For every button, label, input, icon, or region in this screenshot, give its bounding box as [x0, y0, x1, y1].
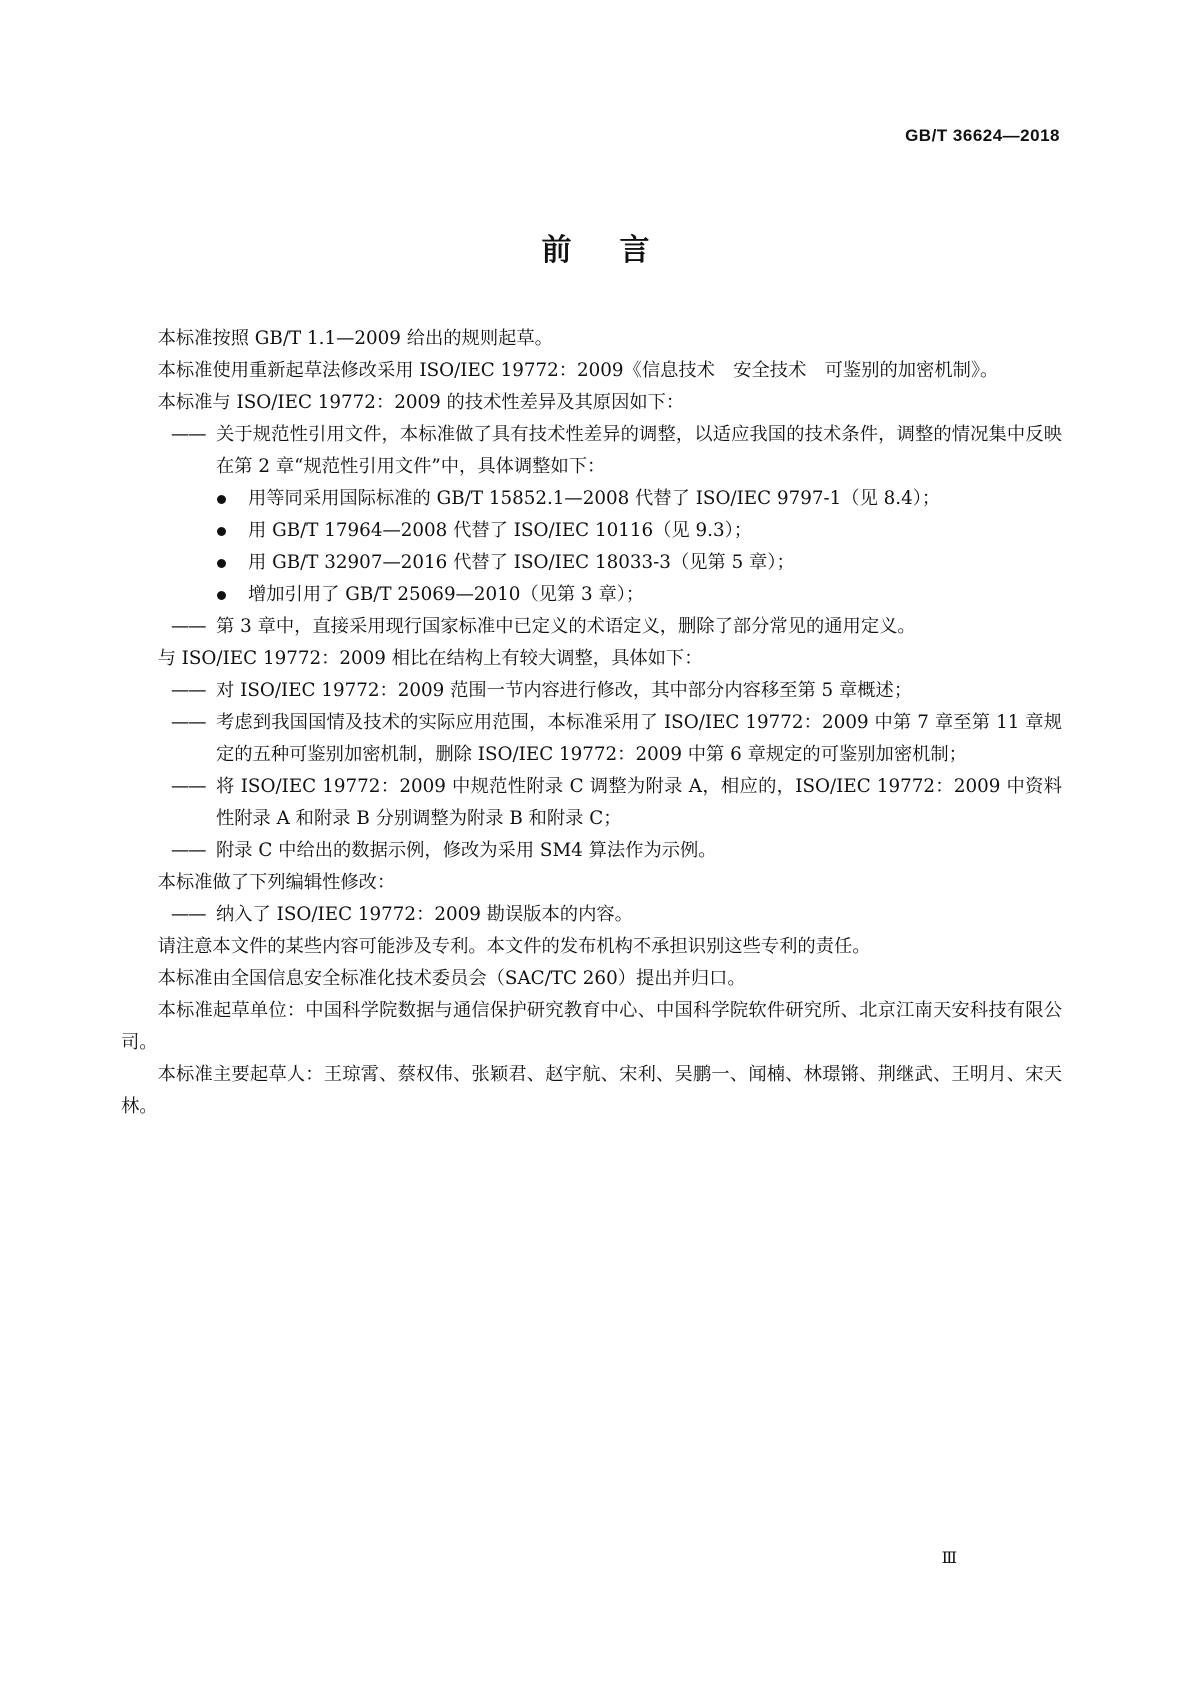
page-title: 前言 — [541, 233, 698, 268]
dash-list-item — [121, 611, 1062, 643]
paragraph: 本标准使用重新起草法修改采用 ISO/IEC 19772：2009《信息技术 安全技术 可鉴别的加密机制》。 — [157, 360, 999, 381]
bullet-item-text: 用 GB/T 17964—2008 代替了 ISO/IEC 10116（见 9.3）； — [248, 520, 752, 541]
dash-mark: —— — [171, 616, 206, 637]
dash-item-text: 纳入了 ISO/IEC 19772：2009 勘误版本的内容。 — [216, 904, 633, 925]
paragraph: 本标准由全国信息安全标准化技术委员会（SAC/TC 260）提出并归口。 — [157, 968, 746, 989]
paragraph: 请注意本文件的某些内容可能涉及专利。本文件的发布机构不承担识别这些专利的责任。 — [157, 936, 871, 957]
paragraph: 本标准主要起草人：王琼霄、蔡权伟、张颖君、赵宇航、宋利、吴鹏一、闻楠、林璟锵、荆继武、王明月、宋天林。 — [121, 1064, 1062, 1117]
bullet-list-item — [121, 515, 1062, 547]
paragraph: 本标准做了下列编辑性修改： — [157, 872, 396, 893]
bullet-dot-icon — [217, 527, 226, 536]
dash-mark: —— — [171, 424, 206, 445]
dash-list-item — [121, 419, 1062, 483]
dash-item-text: 对 ISO/IEC 19772：2009 范围一节内容进行修改，其中部分内容移至第 5 章概述； — [216, 680, 913, 701]
dash-item-text: 第 3 章中，直接采用现行国家标准中已定义的术语定义，删除了部分常见的通用定义。 — [216, 616, 916, 637]
dash-item-text: 关于规范性引用文件，本标准做了具有技术性差异的调整，以适应我国的技术条件，调整的情况集中反映在第 2 章“规范性引用文件”中，具体调整如下： — [216, 424, 1062, 477]
paragraph: 本标准按照 GB/T 1.1—2009 给出的规则起草。 — [157, 328, 553, 349]
page-number: Ⅲ — [941, 1550, 957, 1567]
dash-mark: —— — [171, 904, 206, 925]
dash-list-item — [121, 707, 1062, 771]
bullet-item-text: 用 GB/T 32907—2016 代替了 ISO/IEC 18033-3（见第 5 章）； — [248, 552, 795, 573]
bullet-item-text: 增加引用了 GB/T 25069—2010（见第 3 章）； — [248, 584, 645, 605]
bullet-list-item — [121, 483, 1062, 515]
bullet-list-item — [121, 547, 1062, 579]
dash-item-text: 考虑到我国国情及技术的实际应用范围，本标准采用了 ISO/IEC 19772：2009 中第 7 章至第 11 章规定的五种可鉴别加密机制，删除 ISO/IEC 19772：2009 中第 6 章规定的可鉴别加密机制； — [216, 712, 1062, 765]
bullet-dot-icon — [217, 495, 226, 504]
paragraph: 与 ISO/IEC 19772：2009 相比在结构上有较大调整，具体如下： — [157, 648, 703, 669]
bullet-list-item — [121, 579, 1062, 611]
dash-item-text: 将 ISO/IEC 19772：2009 中规范性附录 C 调整为附录 A，相应的，ISO/IEC 19772：2009 中资料性附录 A 和附录 B 分别调整为附录 B 和附录 C； — [216, 776, 1062, 829]
dash-item-text: 附录 C 中给出的数据示例，修改为采用 SM4 算法作为示例。 — [216, 840, 717, 861]
paragraph: 本标准起草单位：中国科学院数据与通信保护研究教育中心、中国科学院软件研究所、北京江南天安科技有限公司。 — [121, 1000, 1062, 1053]
dash-list-item — [121, 771, 1062, 835]
dash-mark: —— — [171, 680, 206, 701]
bullet-dot-icon — [217, 591, 226, 600]
bullet-item-text: 用等同采用国际标准的 GB/T 15852.1—2008 代替了 ISO/IEC 9797-1（见 8.4）； — [248, 488, 941, 509]
dash-list-item — [121, 835, 1062, 867]
dash-mark: —— — [171, 712, 206, 733]
dash-list-item — [121, 899, 1062, 931]
paragraph: 本标准与 ISO/IEC 19772：2009 的技术性差异及其原因如下： — [157, 392, 685, 413]
standard-number: GB/T 36624—2018 — [905, 126, 1060, 145]
dash-list-item — [121, 675, 1062, 707]
dash-mark: —— — [171, 840, 206, 861]
dash-mark: —— — [171, 776, 206, 797]
document-body — [121, 323, 1062, 1123]
bullet-dot-icon — [217, 559, 226, 568]
